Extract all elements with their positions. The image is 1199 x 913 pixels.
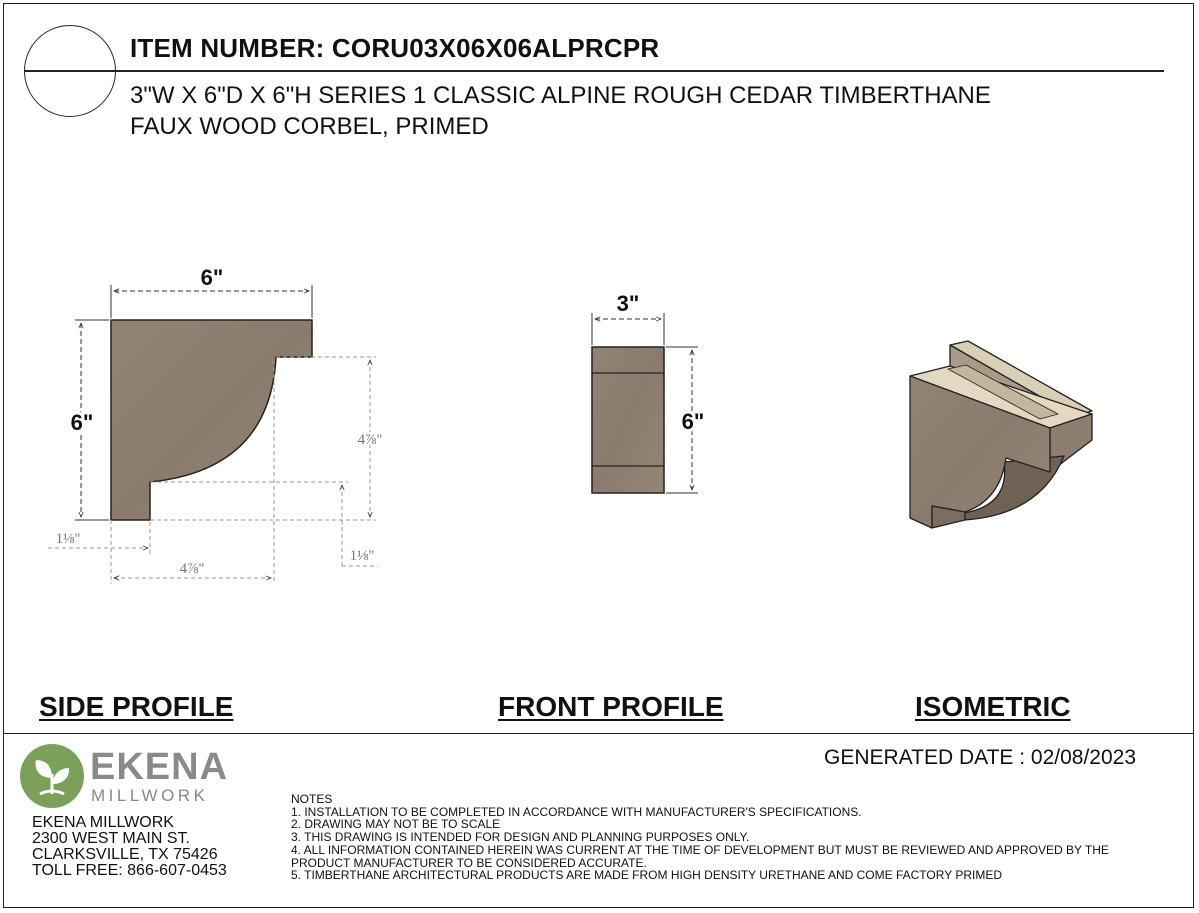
- side-inner-height-label: 4⅞": [357, 432, 383, 448]
- footer-rule: [3, 733, 1194, 734]
- description-line-1: 3"W X 6"D X 6"H SERIES 1 CLASSIC ALPINE ROUGH CEDAR TIMBERTHANE: [130, 82, 991, 109]
- isometric-label: ISOMETRIC: [915, 691, 1071, 722]
- side-bottom-offset-dimension: [150, 482, 378, 566]
- description-line-2: FAUX WOOD CORBEL, PRIMED: [130, 113, 489, 140]
- note-line: 2. DRAWING MAY NOT BE TO SCALE: [291, 817, 501, 832]
- front-width-dimension: [592, 313, 664, 345]
- company-address: [32, 815, 227, 879]
- isometric-view: [910, 341, 1092, 528]
- side-inner-width-label: 4⅞": [179, 561, 205, 577]
- company-name: EKENA MILLWORK: [32, 814, 174, 831]
- note-line: 1. INSTALLATION TO BE COMPLETED IN ACCORDANCE WITH MANUFACTURER'S SPECIFICATIONS.: [291, 804, 862, 819]
- note-line: 4. ALL INFORMATION CONTAINED HEREIN WAS CURRENT AT THE TIME OF DEVELOPMENT BUT MUST BE REVIEWED AND APPROVED BY THE: [291, 842, 1109, 857]
- side-width-label: 6": [200, 265, 224, 290]
- item-number: ITEM NUMBER: CORU03X06X06ALPRCPR: [130, 33, 660, 63]
- notes-title: NOTES: [291, 792, 333, 806]
- side-profile-label: SIDE PROFILE: [39, 691, 234, 722]
- generated-date: GENERATED DATE : 02/08/2023: [824, 746, 1137, 769]
- logo-wordmark: EKENA: [90, 746, 229, 788]
- front-profile-label: FRONT PROFILE: [498, 691, 724, 722]
- note-line: PRODUCT MANUFACTURER TO BE CONSIDERED ACCURATE.: [291, 855, 647, 870]
- company-city: CLARKSVILLE, TX 75426: [32, 846, 218, 863]
- front-height-label: 6": [681, 409, 705, 434]
- company-phone: TOLL FREE: 866-607-0453: [32, 862, 227, 879]
- note-line: 5. TIMBERTHANE ARCHITECTURAL PRODUCTS ARE MADE FROM HIGH DENSITY URETHANE AND COME FACTORY PRIMED: [291, 868, 1002, 883]
- notes-block: [291, 793, 1109, 882]
- leaf-icon: [20, 744, 84, 808]
- front-profile-shape: [592, 347, 664, 493]
- side-left-offset-label: 1⅛": [55, 531, 81, 547]
- side-height-label: 6": [70, 410, 94, 435]
- side-profile-shape: [111, 320, 312, 520]
- front-profile-view: [592, 291, 704, 493]
- company-street: 2300 WEST MAIN ST.: [32, 830, 190, 847]
- logo-subtitle: MILLWORK: [91, 786, 209, 805]
- side-profile-view: [48, 265, 382, 584]
- front-width-label: 3": [616, 291, 640, 316]
- note-line: 3. THIS DRAWING IS INTENDED FOR DESIGN AND PLANNING PURPOSES ONLY.: [291, 830, 750, 845]
- side-bottom-offset-label: 1⅛": [349, 548, 375, 564]
